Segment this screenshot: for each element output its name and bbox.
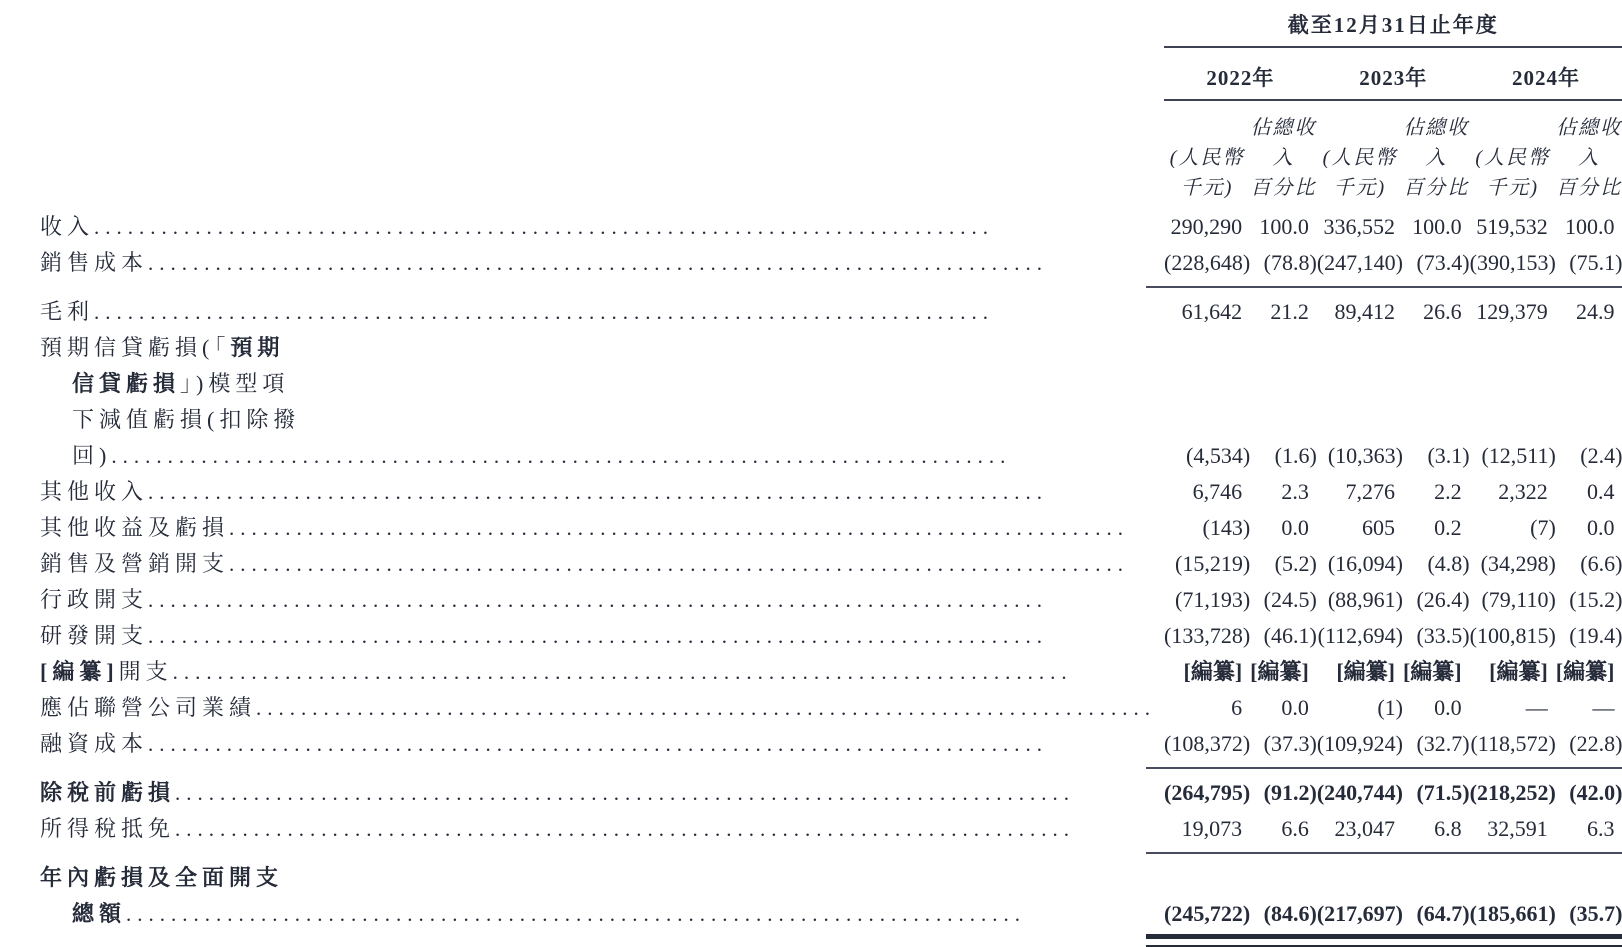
row-label-line — [40, 245, 1156, 281]
cell-loss-before-tax-0: (264,795) — [1164, 780, 1251, 805]
row-label-line — [40, 330, 1156, 366]
cell-income-tax-credit-5: 6.3 — [1556, 811, 1622, 854]
cell-ecl-model-impairment-2: (10,363) — [1327, 443, 1403, 468]
subheader-percent-2024: 佔總收入 百分比 — [1556, 117, 1622, 199]
row-label-other-income — [40, 474, 1164, 510]
cell-cost-of-sales-2: (247,140) — [1317, 245, 1403, 288]
row-label-finance-costs — [40, 726, 1164, 769]
cell-cost-of-sales-3: (73.4) — [1403, 245, 1470, 288]
cell-cost-of-sales-1: (78.8) — [1250, 245, 1317, 288]
cell-other-income-2: 7,276 — [1345, 479, 1395, 504]
cell-loss-and-total-comprehensive-expense-for-the-year-5: (35.7) — [1556, 854, 1622, 939]
cell-administrative-expenses-4: (79,110) — [1481, 587, 1556, 612]
cell-revenue-5: 100.0 — [1564, 214, 1615, 239]
cell-revenue-3: 100.0 — [1412, 214, 1462, 239]
table-row-administrative-expenses — [40, 582, 1622, 618]
subheader-percent-2023: 佔總收入 百分比 — [1403, 117, 1470, 199]
row-label-line — [40, 654, 1156, 690]
label-text: 應佔聯營公司業績 — [40, 695, 257, 720]
period-header: 截至12月31日止年度 — [1164, 12, 1622, 47]
row-label-line — [40, 896, 1156, 932]
cell-administrative-expenses-1: (24.5) — [1263, 587, 1317, 612]
label-text: 銷售及營銷開支 — [40, 551, 230, 576]
row-label-line — [40, 775, 1156, 811]
cell-loss-before-tax-4: (218,252) — [1469, 780, 1556, 805]
label-text: 開支 — [118, 659, 173, 684]
table-row-income-tax-credit — [40, 811, 1622, 854]
leader-dots — [148, 474, 1156, 510]
row-label-ecl-model-impairment — [40, 330, 1164, 474]
cell-ecl-model-impairment-5: (2.4) — [1580, 443, 1622, 468]
table-row-finance-costs — [40, 726, 1622, 769]
label-text: 融資成本 — [40, 731, 149, 756]
period-header-row — [40, 12, 1622, 47]
row-label-revenue — [40, 209, 1164, 245]
cell-administrative-expenses-3: (26.4) — [1416, 587, 1470, 612]
row-label-income-tax-credit — [40, 811, 1164, 854]
cell-research-and-development-expenses-0: (133,728) — [1164, 623, 1251, 648]
cell-finance-costs-3: (32.7) — [1403, 726, 1470, 769]
row-label-other-gains-and-losses — [40, 510, 1164, 546]
label-text: 所得稅抵免 — [40, 816, 176, 841]
cell-finance-costs-0: (108,372) — [1164, 726, 1250, 769]
row-label-line — [40, 402, 1156, 438]
cell-revenue-0: 290,290 — [1170, 214, 1243, 239]
year-header-2023: 2023年 — [1317, 47, 1470, 100]
leader-dots — [229, 546, 1156, 582]
row-label-line — [40, 438, 1156, 474]
row-label-line — [40, 209, 1156, 245]
row-label-line — [40, 366, 1156, 402]
cell-other-gains-and-losses-4: (7) — [1530, 515, 1556, 540]
cell-other-income-0: 6,746 — [1192, 479, 1243, 504]
leader-dots — [94, 294, 1156, 330]
cell-redacted-expenses-0: [編纂] — [1183, 659, 1243, 684]
cell-administrative-expenses-5: (15.2) — [1569, 587, 1622, 612]
label-text: 預期 — [230, 335, 285, 360]
cell-selling-and-marketing-expenses-1: (5.2) — [1274, 551, 1317, 576]
cell-gross-profit-0: 61,642 — [1181, 299, 1243, 324]
table-row-other-income — [40, 474, 1622, 510]
leader-dots — [175, 811, 1156, 847]
cell-income-tax-credit-1: 6.6 — [1250, 811, 1317, 854]
table-row-cost-of-sales — [40, 245, 1622, 288]
cell-share-of-results-of-associates-5: — — [1592, 695, 1615, 720]
row-label-loss-before-tax — [40, 769, 1164, 811]
cell-share-of-results-of-associates-2: (1) — [1377, 695, 1403, 720]
cell-loss-before-tax-1: (91.2) — [1263, 780, 1317, 805]
cell-research-and-development-expenses-2: (112,694) — [1317, 623, 1403, 648]
table-row-share-of-results-of-associates — [40, 690, 1622, 726]
row-label-share-of-results-of-associates — [40, 690, 1164, 726]
cell-other-gains-and-losses-3: 0.2 — [1434, 515, 1462, 540]
cell-cost-of-sales-4: (390,153) — [1470, 245, 1556, 288]
row-label-selling-and-marketing-expenses — [40, 546, 1164, 582]
cell-revenue-4: 519,532 — [1476, 214, 1548, 239]
year-header-row — [40, 47, 1622, 100]
row-label-line — [40, 618, 1156, 654]
label-text: 其他收益及虧損 — [40, 515, 230, 540]
table-row-research-and-development-expenses — [40, 618, 1622, 654]
table-row-selling-and-marketing-expenses — [40, 546, 1622, 582]
cell-revenue-2: 336,552 — [1323, 214, 1395, 239]
cell-cost-of-sales-0: (228,648) — [1164, 245, 1250, 288]
label-text: 銷售成本 — [40, 250, 149, 275]
row-label-line — [40, 811, 1156, 847]
cell-loss-before-tax-2: (240,744) — [1316, 780, 1403, 805]
row-label-line — [40, 510, 1156, 546]
table-row-other-gains-and-losses — [40, 510, 1622, 546]
cell-finance-costs-1: (37.3) — [1250, 726, 1317, 769]
cell-selling-and-marketing-expenses-4: (34,298) — [1480, 551, 1556, 576]
label-text: 下減值虧損(扣除撥 — [72, 407, 301, 432]
row-label-cost-of-sales — [40, 245, 1164, 288]
cell-cost-of-sales-5: (75.1) — [1556, 245, 1622, 288]
cell-income-tax-credit-0: 19,073 — [1164, 811, 1250, 854]
subheader-amount-2022: (人民幣 千元) — [1169, 147, 1245, 199]
row-label-line — [40, 294, 1156, 330]
row-label-line — [40, 860, 1156, 896]
table-row-redacted-expenses — [40, 654, 1622, 690]
cell-selling-and-marketing-expenses-2: (16,094) — [1327, 551, 1403, 576]
cell-other-income-1: 2.3 — [1281, 479, 1309, 504]
row-label-line — [40, 690, 1156, 726]
row-label-research-and-development-expenses — [40, 618, 1164, 654]
cell-redacted-expenses-3: [編纂] — [1402, 659, 1462, 684]
cell-loss-and-total-comprehensive-expense-for-the-year-3: (64.7) — [1403, 854, 1470, 939]
cell-administrative-expenses-0: (71,193) — [1175, 587, 1251, 612]
cell-other-income-3: 2.2 — [1434, 479, 1462, 504]
leader-dots — [148, 726, 1156, 762]
income-statement-table-body — [40, 209, 1622, 939]
row-label-loss-and-total-comprehensive-expense-for-the-year — [40, 854, 1164, 939]
row-label-gross-profit — [40, 288, 1164, 330]
cell-ecl-model-impairment-4: (12,511) — [1481, 443, 1556, 468]
cell-loss-before-tax-5: (42.0) — [1569, 780, 1622, 805]
cell-loss-before-tax-3: (71.5) — [1416, 780, 1470, 805]
cell-share-of-results-of-associates-0: 6 — [1231, 695, 1243, 720]
cell-research-and-development-expenses-3: (33.5) — [1416, 623, 1470, 648]
leader-dots — [256, 690, 1156, 726]
table-row-revenue — [40, 209, 1622, 245]
cell-research-and-development-expenses-5: (19.4) — [1569, 623, 1622, 648]
year-header-2022: 2022年 — [1164, 47, 1317, 100]
leader-dots — [94, 209, 1156, 245]
label-text: [編纂] — [40, 659, 119, 684]
subheader-amount-2023: (人民幣 千元) — [1322, 147, 1398, 199]
cell-gross-profit-5: 24.9 — [1575, 299, 1615, 324]
year-header-2024: 2024年 — [1470, 47, 1622, 100]
cell-other-gains-and-losses-5: 0.0 — [1586, 515, 1615, 540]
row-label-redacted-expenses — [40, 654, 1164, 690]
cell-loss-and-total-comprehensive-expense-for-the-year-4: (185,661) — [1470, 854, 1556, 939]
cell-other-gains-and-losses-1: 0.0 — [1281, 515, 1309, 540]
cell-gross-profit-3: 26.6 — [1423, 299, 1462, 324]
cell-loss-and-total-comprehensive-expense-for-the-year-0: (245,722) — [1164, 854, 1250, 939]
leader-dots — [173, 654, 1156, 690]
cell-income-tax-credit-4: 32,591 — [1470, 811, 1556, 854]
cell-other-income-5: 0.4 — [1586, 479, 1615, 504]
leader-dots — [148, 618, 1156, 654]
label-text: 除稅前虧損 — [40, 780, 176, 805]
leader-dots — [175, 775, 1156, 811]
label-text: 總額 — [72, 901, 127, 926]
cell-redacted-expenses-4: [編纂] — [1489, 659, 1548, 684]
cell-other-income-4: 2,322 — [1498, 479, 1548, 504]
cell-gross-profit-1: 21.2 — [1270, 299, 1309, 324]
cell-loss-and-total-comprehensive-expense-for-the-year-2: (217,697) — [1317, 854, 1403, 939]
leader-dots — [148, 245, 1156, 281]
cell-loss-and-total-comprehensive-expense-for-the-year-1: (84.6) — [1250, 854, 1317, 939]
table-row-gross-profit — [40, 288, 1622, 330]
label-text: 」)模型項 — [180, 371, 290, 396]
label-column-spacer — [40, 12, 1164, 47]
cell-redacted-expenses-2: [編纂] — [1336, 659, 1395, 684]
cell-other-gains-and-losses-2: 605 — [1361, 515, 1395, 540]
cell-research-and-development-expenses-1: (46.1) — [1263, 623, 1317, 648]
cell-finance-costs-4: (118,572) — [1470, 726, 1556, 769]
label-column-spacer — [40, 100, 1164, 209]
column-subheader-row — [40, 100, 1622, 209]
cell-gross-profit-4: 129,379 — [1476, 299, 1548, 324]
leader-dots — [111, 438, 1156, 474]
cell-ecl-model-impairment-0: (4,534) — [1186, 443, 1251, 468]
table-row-loss-before-tax — [40, 769, 1622, 811]
label-text: 毛利 — [40, 299, 95, 324]
label-text: 收入 — [40, 214, 95, 239]
cell-selling-and-marketing-expenses-0: (15,219) — [1175, 551, 1251, 576]
label-text: 預期信貸虧損(「 — [40, 335, 231, 360]
row-label-line — [40, 726, 1156, 762]
cell-ecl-model-impairment-3: (3.1) — [1427, 443, 1470, 468]
label-text: 信貸虧損 — [72, 371, 181, 396]
cell-redacted-expenses-5: [編纂] — [1555, 659, 1615, 684]
subheader-amount-2024: (人民幣 千元) — [1475, 147, 1551, 199]
cell-revenue-1: 100.0 — [1259, 214, 1309, 239]
cell-share-of-results-of-associates-1: 0.0 — [1281, 695, 1309, 720]
label-text: 其他收入 — [40, 479, 149, 504]
cell-finance-costs-2: (109,924) — [1317, 726, 1403, 769]
row-label-line — [40, 582, 1156, 618]
label-text: 回) — [72, 443, 112, 468]
leader-dots — [229, 510, 1156, 546]
income-statement-table — [40, 12, 1622, 939]
table-row-loss-and-total-comprehensive-expense-for-the-year — [40, 854, 1622, 939]
leader-dots — [126, 896, 1156, 932]
cell-share-of-results-of-associates-4: — — [1525, 695, 1548, 720]
row-label-line — [40, 546, 1156, 582]
cell-income-tax-credit-3: 6.8 — [1403, 811, 1470, 854]
cell-administrative-expenses-2: (88,961) — [1327, 587, 1403, 612]
row-label-administrative-expenses — [40, 582, 1164, 618]
row-label-line — [40, 474, 1156, 510]
label-column-spacer — [40, 47, 1164, 100]
cell-selling-and-marketing-expenses-5: (6.6) — [1580, 551, 1622, 576]
subheader-percent-2022: 佔總收入 百分比 — [1250, 117, 1317, 199]
cell-finance-costs-5: (22.8) — [1556, 726, 1622, 769]
cell-income-tax-credit-2: 23,047 — [1317, 811, 1403, 854]
label-text: 行政開支 — [40, 587, 149, 612]
table-row-ecl-model-impairment — [40, 330, 1622, 474]
leader-dots — [148, 582, 1156, 618]
cell-research-and-development-expenses-4: (100,815) — [1469, 623, 1556, 648]
cell-share-of-results-of-associates-3: 0.0 — [1434, 695, 1462, 720]
cell-ecl-model-impairment-1: (1.6) — [1274, 443, 1317, 468]
label-text: 研發開支 — [40, 623, 149, 648]
cell-selling-and-marketing-expenses-3: (4.8) — [1427, 551, 1470, 576]
cell-gross-profit-2: 89,412 — [1334, 299, 1395, 324]
cell-other-gains-and-losses-0: (143) — [1202, 515, 1251, 540]
cell-redacted-expenses-1: [編纂] — [1250, 659, 1309, 684]
label-text: 年內虧損及全面開支 — [40, 865, 284, 890]
